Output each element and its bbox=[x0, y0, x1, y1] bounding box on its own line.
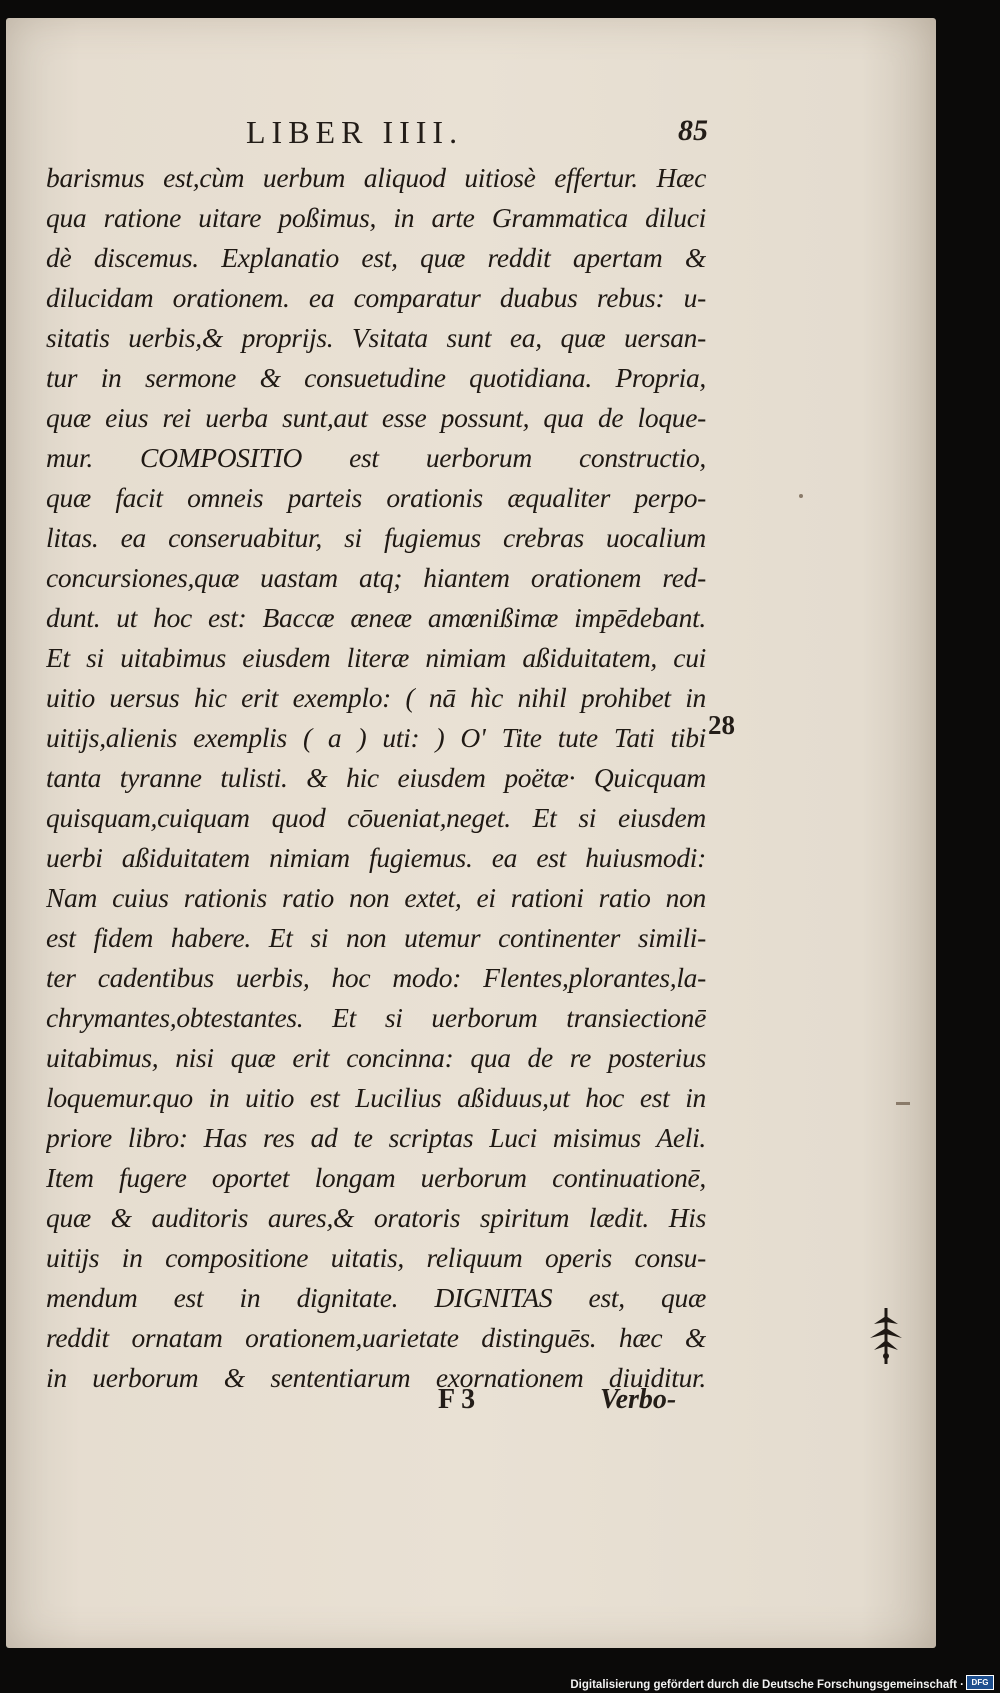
text-line: uitabimus, nisi quæ erit concinna: qua de re posterius bbox=[46, 1042, 706, 1073]
digitization-credit: Digitalisierung gefördert durch die Deutsche Forschungsgemeinschaft · bbox=[570, 1679, 964, 1691]
text-line: chrymantes,obtestantes. Et si uerborum transiectionē bbox=[46, 1002, 706, 1033]
running-head: LIBER IIII. bbox=[246, 114, 464, 150]
text-line: qua ratione uitare poßimus, in arte Grammatica diluci bbox=[46, 202, 706, 233]
page-header bbox=[6, 114, 936, 154]
text-block bbox=[46, 158, 706, 1398]
text-line: priore libro: Has res ad te scriptas Luci misimus Aeli. bbox=[46, 1122, 706, 1153]
text-line: uitijs,alienis exemplis ( a ) uti: ) O' Tite tute Tati tibi bbox=[46, 722, 706, 753]
text-line: concursiones,quæ uastam atq; hiantem orationem red- bbox=[46, 562, 706, 593]
text-line: uitijs in compositione uitatis, reliquum operis consu- bbox=[46, 1242, 706, 1273]
margin-mark bbox=[896, 1102, 910, 1105]
text-line: Item fugere oportet longam uerborum continuationē, bbox=[46, 1162, 706, 1193]
text-line: in uerborum & sententiarum exornationem diuiditur. bbox=[46, 1362, 706, 1393]
text-line: dè discemus. Explanatio est, quæ reddit apertam & bbox=[46, 242, 706, 273]
text-line: est fidem habere. Et si non utemur continenter simili- bbox=[46, 922, 706, 953]
page-footer bbox=[6, 1384, 936, 1426]
text-line: quæ eius rei uerba sunt,aut esse possunt, qua de loque- bbox=[46, 402, 706, 433]
book-page bbox=[6, 18, 936, 1648]
text-line: uerbi aßiduitatem nimiam fugiemus. ea est huiusmodi: bbox=[46, 842, 706, 873]
catchword: Verbo- bbox=[600, 1384, 677, 1415]
text-line: Et si uitabimus eiusdem literæ nimiam aßiduitatem, cui bbox=[46, 642, 706, 673]
text-line: loquemur.quo in uitio est Lucilius aßiduus,ut hoc est in bbox=[46, 1082, 706, 1113]
text-line: reddit ornatam orationem,uarietate distinguēs. hæc & bbox=[46, 1322, 706, 1353]
signature-mark: F 3 bbox=[438, 1384, 476, 1415]
margin-note: 28 bbox=[708, 710, 735, 740]
fleuron-icon bbox=[866, 1306, 906, 1371]
text-line: barismus est,cùm uerbum aliquod uitiosè effertur. Hæc bbox=[46, 162, 706, 193]
text-line: mur. COMPOSITIO est uerborum constructio, bbox=[46, 442, 706, 473]
text-line: mendum est in dignitate. DIGNITAS est, quæ bbox=[46, 1282, 706, 1313]
text-line: uitio uersus hic erit exemplo: ( nā hìc nihil prohibet in bbox=[46, 682, 706, 713]
text-line: litas. ea conseruabitur, si fugiemus crebras uocalium bbox=[46, 522, 706, 553]
margin-mark bbox=[799, 494, 803, 498]
text-line: quæ & auditoris aures,& oratoris spiritum lædit. His bbox=[46, 1202, 706, 1233]
text-line: quæ facit omneis parteis orationis æqualiter perpo- bbox=[46, 482, 706, 513]
text-line: ter cadentibus uerbis, hoc modo: Flentes,plorantes,la- bbox=[46, 962, 706, 993]
text-line: sitatis uerbis,& proprijs. Vsitata sunt ea, quæ uersan- bbox=[46, 322, 706, 353]
text-line: tanta tyranne tulisti. & hic eiusdem poëtæ· Quicquam bbox=[46, 762, 706, 793]
page-number: 85 bbox=[678, 114, 708, 147]
text-line: dilucidam orationem. ea comparatur duabus rebus: u- bbox=[46, 282, 706, 313]
text-line: quisquam,cuiquam quod cōueniat,neget. Et si eiusdem bbox=[46, 802, 706, 833]
text-line: dunt. ut hoc est: Baccæ æneæ amœnißimæ impēdebant. bbox=[46, 602, 706, 633]
dfg-logo: DFG bbox=[966, 1675, 994, 1690]
text-line: tur in sermone & consuetudine quotidiana. Propria, bbox=[46, 362, 706, 393]
text-line: Nam cuius rationis ratio non extet, ei rationi ratio non bbox=[46, 882, 706, 913]
